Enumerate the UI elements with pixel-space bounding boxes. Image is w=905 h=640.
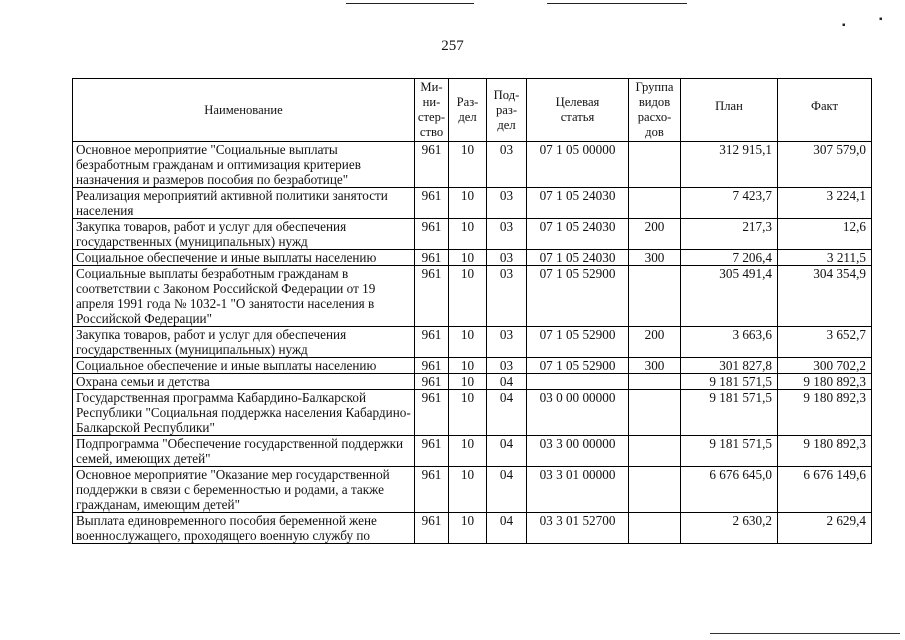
- header-ministry: Ми- ни- стер- ство: [415, 79, 449, 142]
- cell-name: Закупка товаров, работ и услуг для обеспечения государственных (муниципальных) нужд: [73, 327, 415, 358]
- cell-expense-group: [629, 436, 681, 467]
- cell-fact: 9 180 892,3: [778, 436, 872, 467]
- cell-name: Реализация мероприятий активной политики занятости населения: [73, 188, 415, 219]
- header-name: Наименование: [73, 79, 415, 142]
- cell-expense-group: 300: [629, 358, 681, 374]
- cell-name: Основное мероприятие "Оказание мер государственной поддержки в связи с беременностью и родами, а также гражданам, имеющим детей": [73, 467, 415, 513]
- cell-name: Охрана семьи и детства: [73, 374, 415, 390]
- cell-expense-group: [629, 188, 681, 219]
- cell-subsection: 04: [487, 390, 527, 436]
- cell-ministry: 961: [415, 266, 449, 327]
- cell-fact: 6 676 149,6: [778, 467, 872, 513]
- table-row: [73, 327, 872, 358]
- cell-ministry: 961: [415, 436, 449, 467]
- top-rule-right: [547, 3, 687, 4]
- cell-expense-group: [629, 374, 681, 390]
- cell-expense-group: 300: [629, 250, 681, 266]
- cell-ministry: 961: [415, 390, 449, 436]
- cell-plan: 9 181 571,5: [681, 436, 778, 467]
- cell-fact: 9 180 892,3: [778, 374, 872, 390]
- table-row: [73, 467, 872, 513]
- header-subsection: Под- раз- дел: [487, 79, 527, 142]
- table-row: [73, 219, 872, 250]
- cell-expense-group: 200: [629, 219, 681, 250]
- cell-article: 03 0 00 00000: [527, 390, 629, 436]
- table-row: [73, 390, 872, 436]
- cell-article: 07 1 05 24030: [527, 188, 629, 219]
- cell-section: 10: [449, 142, 487, 188]
- cell-name: Основное мероприятие "Социальные выплаты безработным гражданам и оптимизация критериев назначения и размеров пособия по безработице": [73, 142, 415, 188]
- cell-fact: 307 579,0: [778, 142, 872, 188]
- cell-name: Социальное обеспечение и иные выплаты населению: [73, 358, 415, 374]
- cell-name: Закупка товаров, работ и услуг для обеспечения государственных (муниципальных) нужд: [73, 219, 415, 250]
- table-row: [73, 266, 872, 327]
- cell-ministry: 961: [415, 327, 449, 358]
- cell-plan: 9 181 571,5: [681, 374, 778, 390]
- scan-mark: ▪: [879, 14, 883, 25]
- cell-expense-group: [629, 467, 681, 513]
- table-row: [73, 250, 872, 266]
- cell-ministry: 961: [415, 188, 449, 219]
- cell-plan: 305 491,4: [681, 266, 778, 327]
- table-row: [73, 374, 872, 390]
- cell-fact: 3 652,7: [778, 327, 872, 358]
- page-number: 257: [441, 38, 464, 54]
- cell-subsection: 03: [487, 219, 527, 250]
- cell-fact: 3 211,5: [778, 250, 872, 266]
- cell-section: 10: [449, 358, 487, 374]
- cell-article: 03 3 01 52700: [527, 513, 629, 544]
- header-expense-group: Группа видов расхо- дов: [629, 79, 681, 142]
- table-row: [73, 188, 872, 219]
- table-row: [73, 358, 872, 374]
- cell-name: Государственная программа Кабардино-Балкарской Республики "Социальная поддержка населения Кабардино-Балкарской Республики": [73, 390, 415, 436]
- cell-section: 10: [449, 266, 487, 327]
- cell-subsection: 03: [487, 327, 527, 358]
- cell-ministry: 961: [415, 374, 449, 390]
- cell-plan: 301 827,8: [681, 358, 778, 374]
- cell-fact: 12,6: [778, 219, 872, 250]
- cell-subsection: 03: [487, 250, 527, 266]
- cell-article: 07 1 05 24030: [527, 219, 629, 250]
- cell-ministry: 961: [415, 142, 449, 188]
- header-plan: План: [681, 79, 778, 142]
- cell-subsection: 03: [487, 358, 527, 374]
- cell-name: Социальное обеспечение и иные выплаты населению: [73, 250, 415, 266]
- cell-section: 10: [449, 374, 487, 390]
- cell-plan: 6 676 645,0: [681, 467, 778, 513]
- cell-fact: 300 702,2: [778, 358, 872, 374]
- cell-fact: 9 180 892,3: [778, 390, 872, 436]
- top-rule-left: [346, 3, 474, 4]
- cell-ministry: 961: [415, 250, 449, 266]
- cell-section: 10: [449, 188, 487, 219]
- budget-table: [72, 78, 872, 544]
- table-row: [73, 142, 872, 188]
- cell-section: 10: [449, 250, 487, 266]
- cell-ministry: 961: [415, 513, 449, 544]
- cell-article: 07 1 05 52900: [527, 266, 629, 327]
- cell-name: Выплата единовременного пособия беременной жене военнослужащего, проходящего военную службу по: [73, 513, 415, 544]
- cell-fact: 3 224,1: [778, 188, 872, 219]
- scan-mark: ▪: [842, 20, 846, 31]
- cell-section: 10: [449, 513, 487, 544]
- cell-article: 07 1 05 00000: [527, 142, 629, 188]
- cell-ministry: 961: [415, 358, 449, 374]
- cell-article: 07 1 05 24030: [527, 250, 629, 266]
- table-row: [73, 436, 872, 467]
- cell-expense-group: [629, 390, 681, 436]
- cell-expense-group: [629, 266, 681, 327]
- cell-fact: 2 629,4: [778, 513, 872, 544]
- cell-article: [527, 374, 629, 390]
- cell-fact: 304 354,9: [778, 266, 872, 327]
- cell-name: Социальные выплаты безработным гражданам в соответствии с Законом Российской Федерации от 19 апреля 1991 года № 1032-1 "О занятости населения в Российской Федерации": [73, 266, 415, 327]
- cell-subsection: 04: [487, 374, 527, 390]
- cell-plan: 2 630,2: [681, 513, 778, 544]
- cell-subsection: 03: [487, 266, 527, 327]
- cell-section: 10: [449, 219, 487, 250]
- cell-ministry: 961: [415, 467, 449, 513]
- cell-article: 03 3 01 00000: [527, 467, 629, 513]
- cell-plan: 217,3: [681, 219, 778, 250]
- cell-expense-group: 200: [629, 327, 681, 358]
- cell-expense-group: [629, 513, 681, 544]
- cell-subsection: 03: [487, 188, 527, 219]
- header-article: Целевая статья: [527, 79, 629, 142]
- table-header-row: [73, 79, 872, 142]
- cell-ministry: 961: [415, 219, 449, 250]
- cell-plan: 7 206,4: [681, 250, 778, 266]
- cell-section: 10: [449, 327, 487, 358]
- cell-plan: 7 423,7: [681, 188, 778, 219]
- cell-subsection: 04: [487, 467, 527, 513]
- cell-name: Подпрограмма "Обеспечение государственной поддержки семей, имеющих детей": [73, 436, 415, 467]
- table-row: [73, 513, 872, 544]
- cell-article: 07 1 05 52900: [527, 358, 629, 374]
- cell-article: 03 3 00 00000: [527, 436, 629, 467]
- cell-section: 10: [449, 467, 487, 513]
- header-section: Раз- дел: [449, 79, 487, 142]
- cell-section: 10: [449, 436, 487, 467]
- header-fact: Факт: [778, 79, 872, 142]
- cell-plan: 9 181 571,5: [681, 390, 778, 436]
- cell-subsection: 04: [487, 513, 527, 544]
- cell-expense-group: [629, 142, 681, 188]
- cell-subsection: 04: [487, 436, 527, 467]
- cell-article: 07 1 05 52900: [527, 327, 629, 358]
- cell-subsection: 03: [487, 142, 527, 188]
- bottom-rule: [710, 633, 900, 634]
- cell-section: 10: [449, 390, 487, 436]
- cell-plan: 312 915,1: [681, 142, 778, 188]
- cell-plan: 3 663,6: [681, 327, 778, 358]
